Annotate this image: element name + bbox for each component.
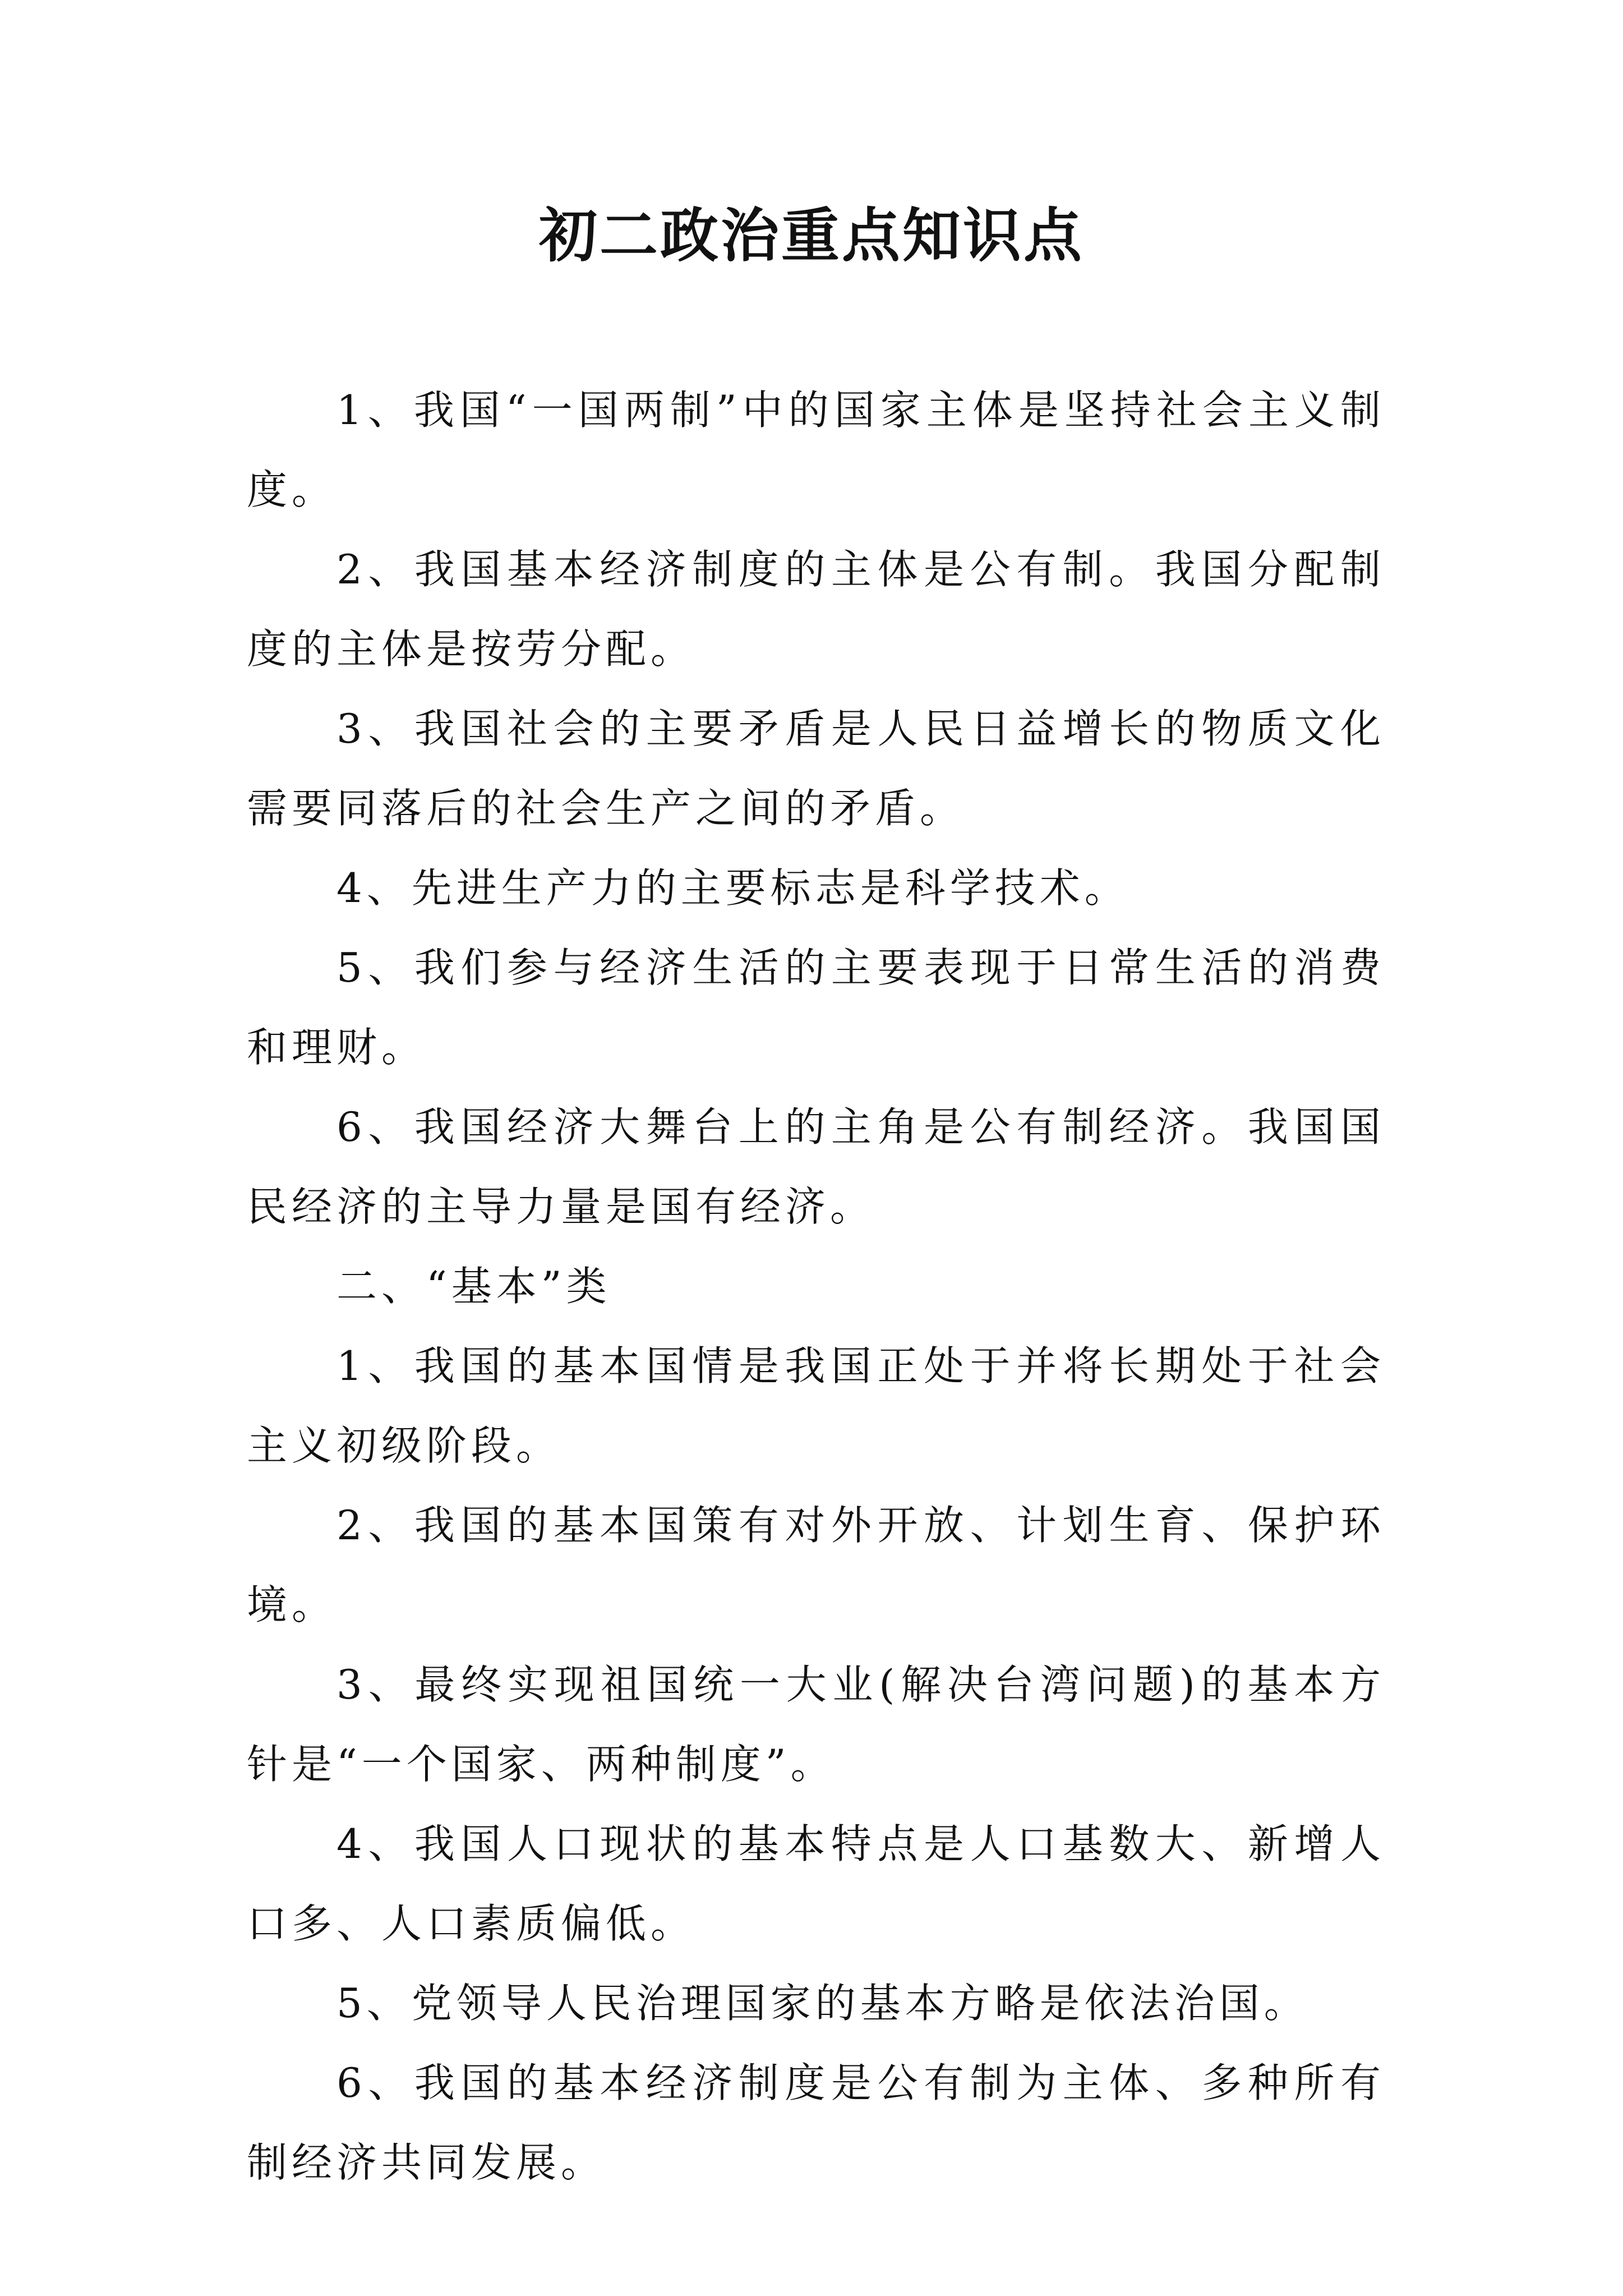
paragraph-2: 2、我国基本经济制度的主体是公有制。我国分配制度的主体是按劳分配。 — [247, 546, 1385, 673]
paragraph-3: 3、我国社会的主要矛盾是人民日益增长的物质文化需要同落后的社会生产之间的矛盾。 — [247, 705, 1385, 832]
paragraph-6: 6、我国经济大舞台上的主角是公有制经济。我国国民经济的主导力量是国有经济。 — [247, 1103, 1385, 1230]
paragraph-8: 2、我国的基本国策有对外开放、计划生育、保护环境。 — [247, 1502, 1385, 1628]
paragraph-7: 1、我国的基本国情是我国正处于并将长期处于社会主义初级阶段。 — [247, 1342, 1385, 1469]
paragraph-5: 5、我们参与经济生活的主要表现于日常生活的消费和理财。 — [247, 944, 1385, 1071]
document-title: 初二政治重点知识点 — [538, 201, 1084, 270]
paragraph-1: 1、我国“一国两制”中的国家主体是坚持社会主义制度。 — [247, 386, 1385, 513]
section-heading-basic: 二、“基本”类 — [336, 1263, 611, 1310]
paragraph-9: 3、最终实现祖国统一大业(解决台湾问题)的基本方针是“一个国家、两种制度”。 — [247, 1661, 1385, 1788]
paragraph-4: 4、先进生产力的主要标志是科学技术。 — [336, 864, 1129, 912]
paragraph-12: 6、我国的基本经济制度是公有制为主体、多种所有制经济共同发展。 — [247, 2059, 1385, 2186]
paragraph-11: 5、党领导人民治理国家的基本方略是依法治国。 — [336, 1980, 1309, 2027]
document-body — [247, 370, 1385, 2202]
paragraph-10: 4、我国人口现状的基本特点是人口基数大、新增人口多、人口素质偏低。 — [247, 1820, 1385, 1947]
